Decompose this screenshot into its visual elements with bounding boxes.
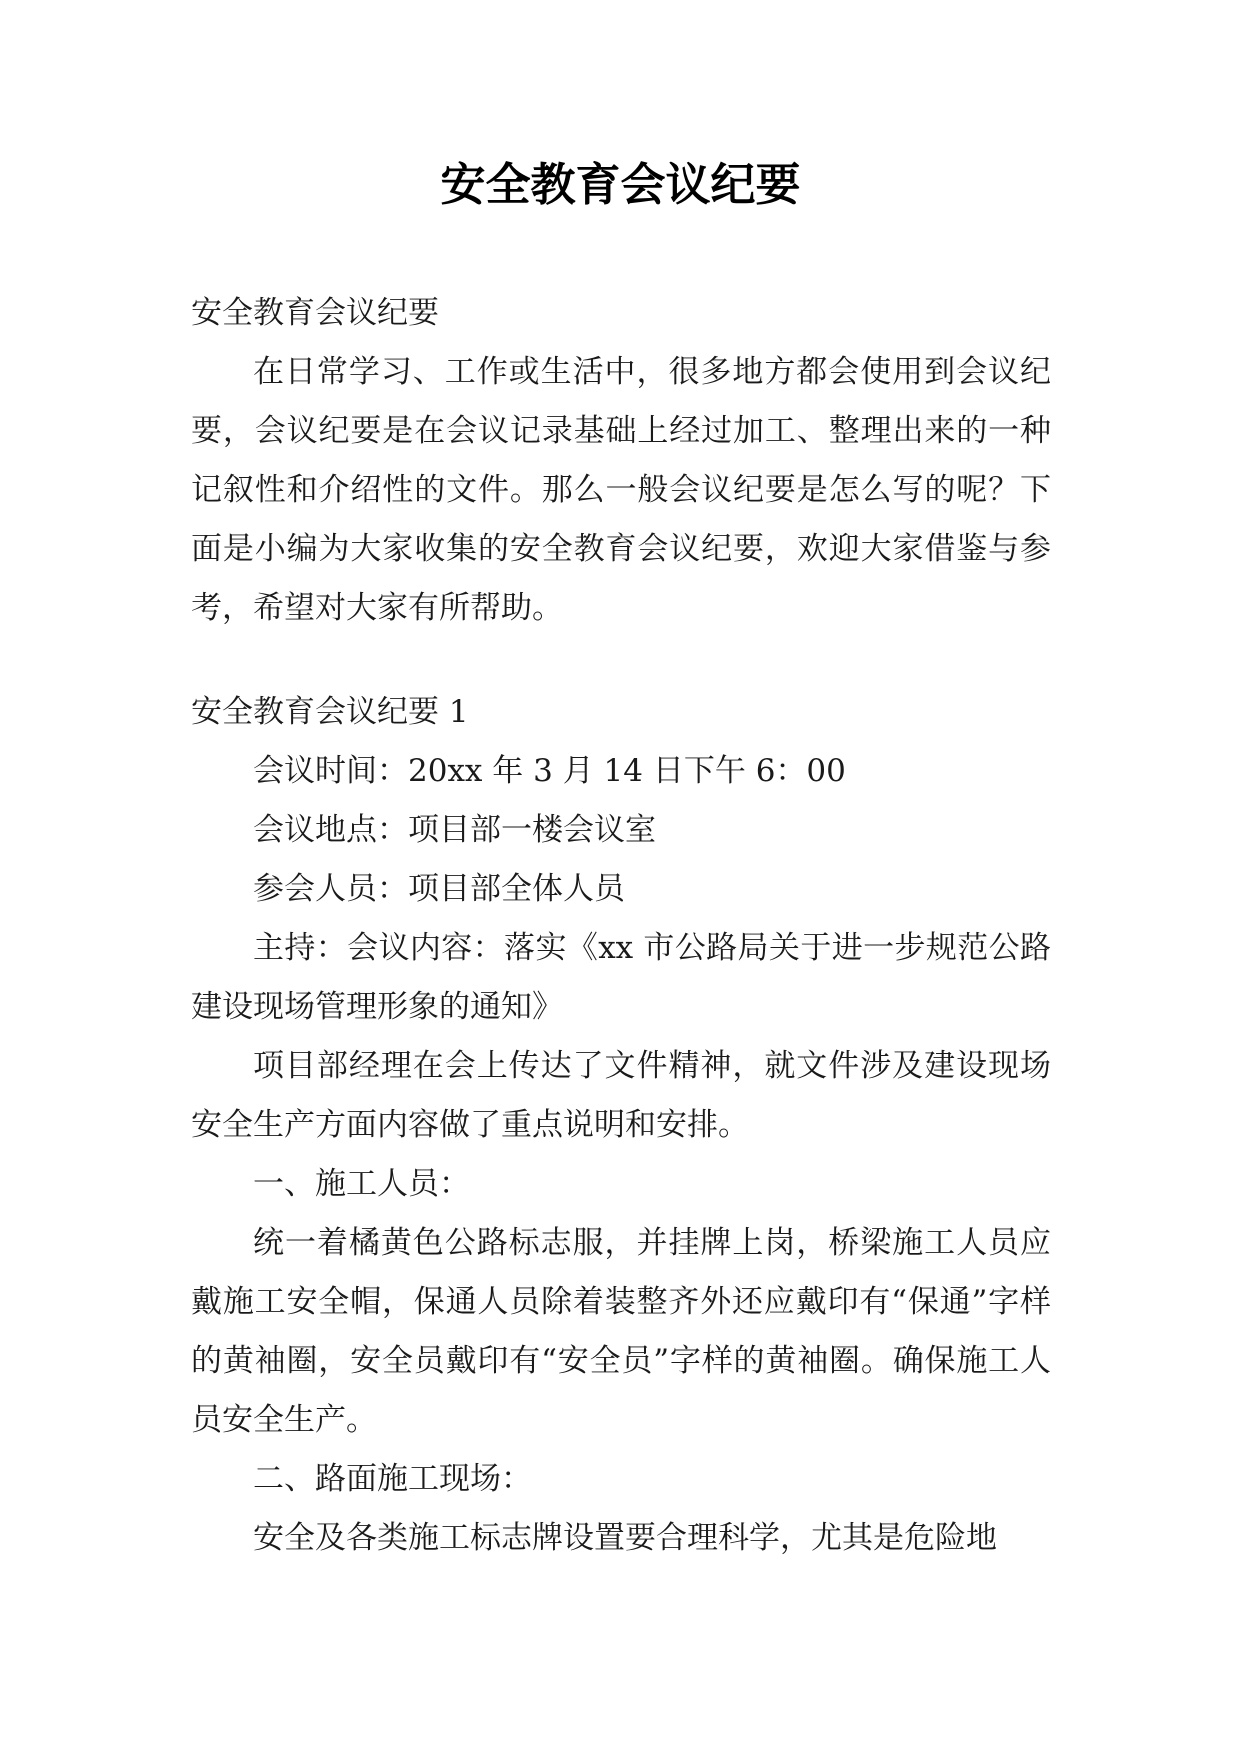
section-heading: 安全教育会议纪要 1 — [191, 694, 469, 730]
document-body — [191, 284, 1051, 1568]
meeting-time: 会议时间：20xx 年 3 月 14 日下午 6：00 — [253, 753, 846, 789]
meeting-host-content: 主持：会议内容：落实《xx 市公路局关于进一步规范公路建设现场管理形象的通知》 — [191, 930, 1051, 1025]
subheading: 二、路面施工现场： — [253, 1461, 532, 1497]
meeting-location: 会议地点：项目部一楼会议室 — [253, 812, 656, 848]
body-paragraph: 项目部经理在会上传达了文件精神，就文件涉及建设现场安全生产方面内容做了重点说明和安排。 — [191, 1048, 1051, 1143]
section-heading: 安全教育会议纪要 — [191, 295, 439, 331]
body-paragraph: 统一着橘黄色公路标志服，并挂牌上岗，桥梁施工人员应戴施工安全帽，保通人员除着装整齐外还应戴印有“保通”字样的黄袖圈，安全员戴印有“安全员”字样的黄袖圈。确保施工人员安全生产。 — [191, 1225, 1051, 1438]
document-title: 安全教育会议纪要 — [440, 158, 801, 211]
subheading: 一、施工人员： — [253, 1166, 470, 1202]
body-paragraph: 安全及各类施工标志牌设置要合理科学，尤其是危险地 — [253, 1520, 997, 1556]
intro-paragraph: 在日常学习、工作或生活中，很多地方都会使用到会议纪要，会议纪要是在会议记录基础上经过加工、整理出来的一种记叙性和介绍性的文件。那么一般会议纪要是怎么写的呢？下面是小编为大家收集的安全教育会议纪要，欢迎大家借鉴与参考，希望对大家有所帮助。 — [191, 354, 1051, 626]
meeting-attendees: 参会人员：项目部全体人员 — [253, 871, 625, 907]
